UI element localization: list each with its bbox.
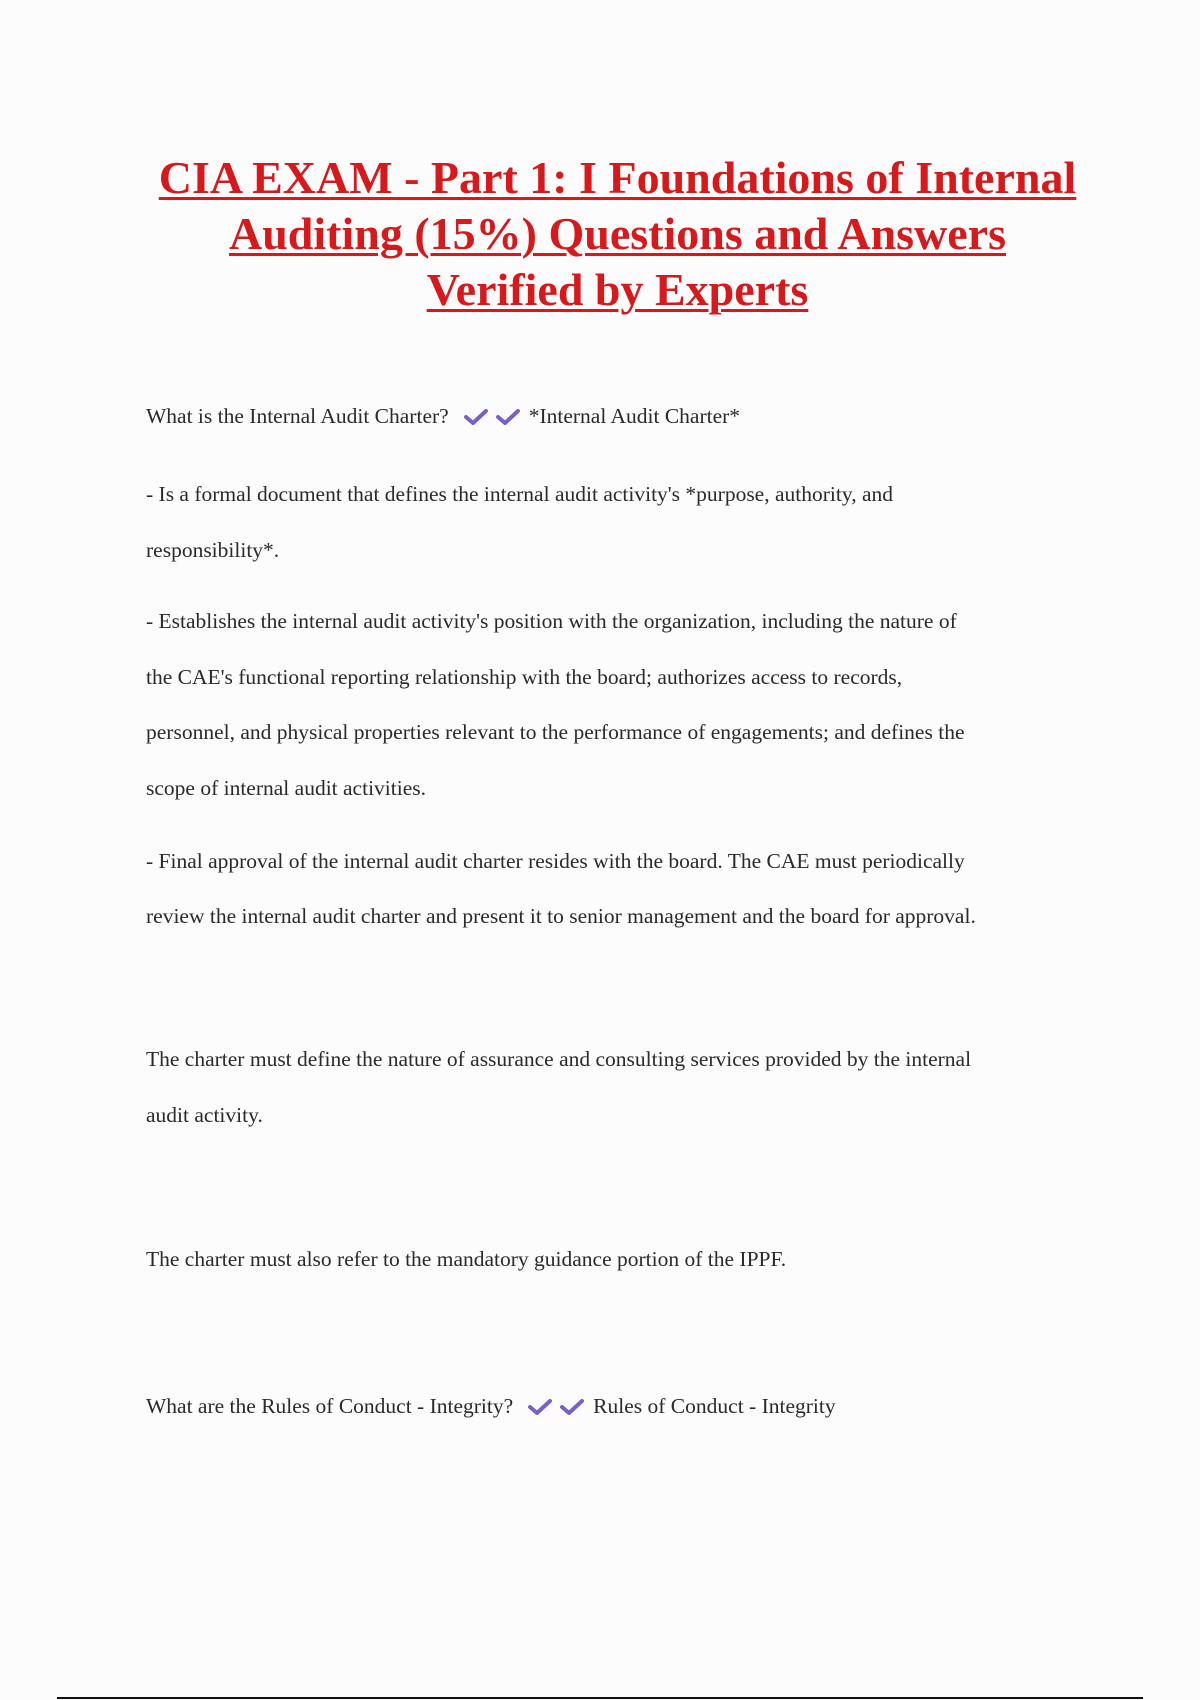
check-icon [559,1397,585,1417]
answer-1-text: *Internal Audit Charter* [528,404,741,428]
check-icon [527,1397,553,1417]
question-1 [146,404,740,429]
paragraph-line: responsibility*. [146,538,280,562]
paragraph-line: - Is a formal document that defines the internal audit activity's *purpose, authority, and [146,482,893,506]
check-icon [495,407,521,427]
paragraph-line: the CAE's functional reporting relationship with the board; authorizes access to records, [146,665,903,689]
paragraph-line: - Final approval of the internal audit charter resides with the board. The CAE must periodically [146,849,965,873]
question-2-text: What are the Rules of Conduct - Integrity? [146,1394,514,1418]
paragraph-line: The charter must define the nature of assurance and consulting services provided by the internal [146,1047,972,1071]
question-2 [146,1394,836,1419]
paragraph-line: scope of internal audit activities. [146,776,427,800]
answer-checkmarks [527,1397,591,1417]
paragraph-line: audit activity. [146,1103,263,1127]
document-title: CIA EXAM - Part 1: I Foundations of Internal Auditing (15%) Questions and Answers Verified by Experts [158,152,1077,315]
answer-2-text: Rules of Conduct - Integrity [593,1394,836,1418]
answer-checkmarks [463,407,527,427]
check-icon [463,407,489,427]
paragraph-line: - Establishes the internal audit activity's position with the organization, including the nature of [146,609,957,633]
paragraph-line: review the internal audit charter and present it to senior management and the board for approval. [146,904,976,928]
question-1-text: What is the Internal Audit Charter? [146,404,449,428]
footer-rule [57,1697,1143,1699]
paragraph-line: The charter must also refer to the mandatory guidance portion of the IPPF. [146,1247,787,1271]
paragraph-line: personnel, and physical properties relevant to the performance of engagements; and defines the [146,720,965,744]
